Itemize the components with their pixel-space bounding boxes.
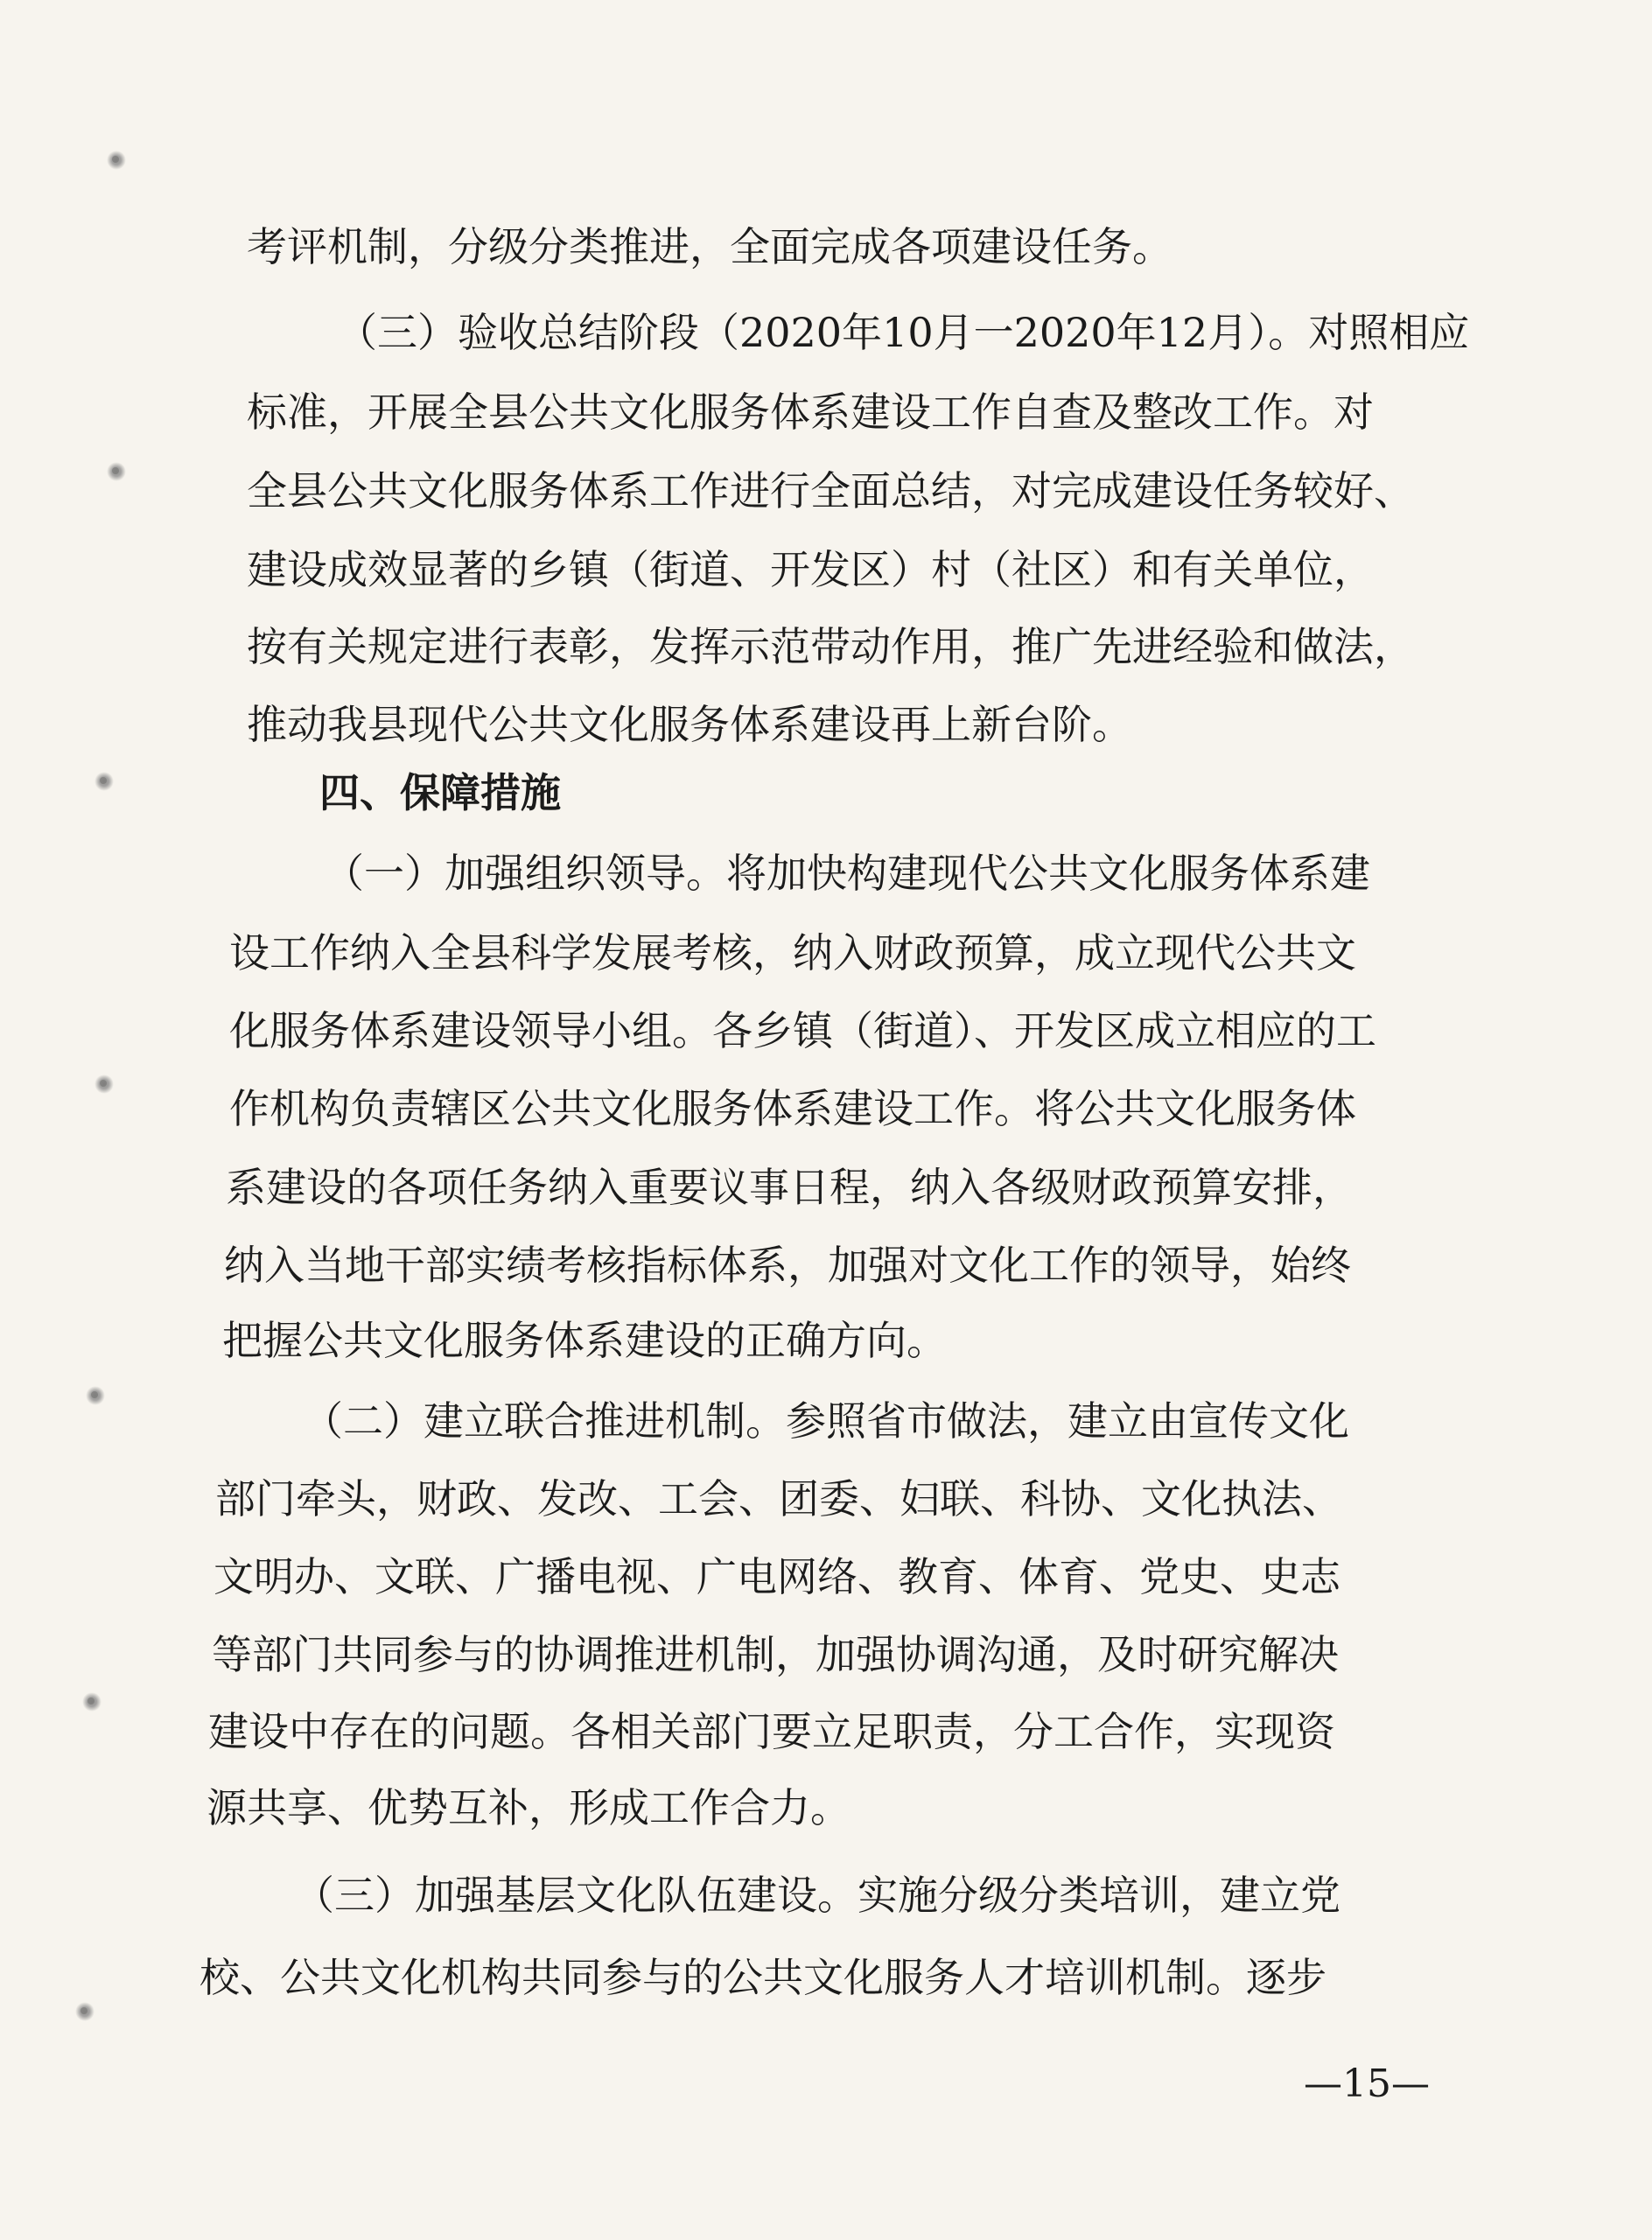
body-text-line: 把握公共文化服务体系建设的正确方向。 <box>222 1317 947 1364</box>
body-text-line: 等部门共同参与的协调推进机制，加强协调沟通，及时研究解决 <box>212 1631 1339 1678</box>
body-text-line: 校、公共文化机构共同参与的公共文化服务人才培训机制。逐步 <box>200 1954 1326 2001</box>
body-text-line: （二）建立联合推进机制。参照省市做法，建立由宣传文化 <box>303 1397 1349 1445</box>
body-text-line: 建设中存在的问题。各相关部门要立足职责，分工合作，实现资 <box>208 1708 1335 1755</box>
punch-hole-mark <box>86 1386 105 1405</box>
body-text-line: （一）加强组织领导。将加快构建现代公共文化服务体系建 <box>324 850 1370 897</box>
body-text-line: 化服务体系建设领导小组。各乡镇（街道）、开发区成立相应的工 <box>229 1007 1376 1054</box>
body-text-line: 设工作纳入全县科学发展考核，纳入财政预算，成立现代公共文 <box>229 929 1356 976</box>
body-text-line: （三）加强基层文化队伍建设。实施分级分类培训，建立党 <box>294 1872 1340 1919</box>
body-text-line: （三）验收总结阶段（2020年10月一2020年12月）。对照相应 <box>337 309 1470 356</box>
punch-hole-mark <box>82 1692 102 1712</box>
body-text-line: 按有关规定进行表彰，发挥示范带动作用，推广先进经验和做法， <box>247 623 1414 670</box>
punch-hole-mark <box>75 2002 94 2021</box>
punch-hole-mark <box>94 1074 114 1094</box>
punch-hole-mark <box>94 772 114 791</box>
body-text-line: 推动我县现代公共文化服务体系建设再上新台阶。 <box>247 701 1132 748</box>
body-text-line: 系建设的各项任务纳入重要议事日程，纳入各级财政预算安排， <box>226 1164 1353 1211</box>
body-text-line: 全县公共文化服务体系工作进行全面总结，对完成建设任务较好、 <box>247 467 1414 514</box>
body-text-line: 源共享、优势互补，形成工作合力。 <box>206 1784 850 1831</box>
body-text-line: 文明办、文联、广播电视、广电网络、教育、体育、党史、史志 <box>214 1553 1340 1600</box>
page-number: —15— <box>1304 2062 1430 2106</box>
body-text-line: 作机构负责辖区公共文化服务体系建设工作。将公共文化服务体 <box>229 1085 1356 1132</box>
section-heading: 四、保障措施 <box>319 769 561 816</box>
body-text-line: 考评机制，分级分类推进，全面完成各项建设任务。 <box>247 223 1172 270</box>
body-text-line: 部门牵头，财政、发改、工会、团委、妇联、科协、文化执法、 <box>215 1475 1342 1522</box>
body-text-line: 建设成效显著的乡镇（街道、开发区）村（社区）和有关单位， <box>247 546 1374 593</box>
punch-hole-mark <box>107 462 126 481</box>
body-text-line: 纳入当地干部实绩考核指标体系，加强对文化工作的领导，始终 <box>224 1242 1351 1289</box>
punch-hole-mark <box>107 150 126 170</box>
body-text-line: 标准，开展全县公共文化服务体系建设工作自查及整改工作。对 <box>247 388 1374 436</box>
